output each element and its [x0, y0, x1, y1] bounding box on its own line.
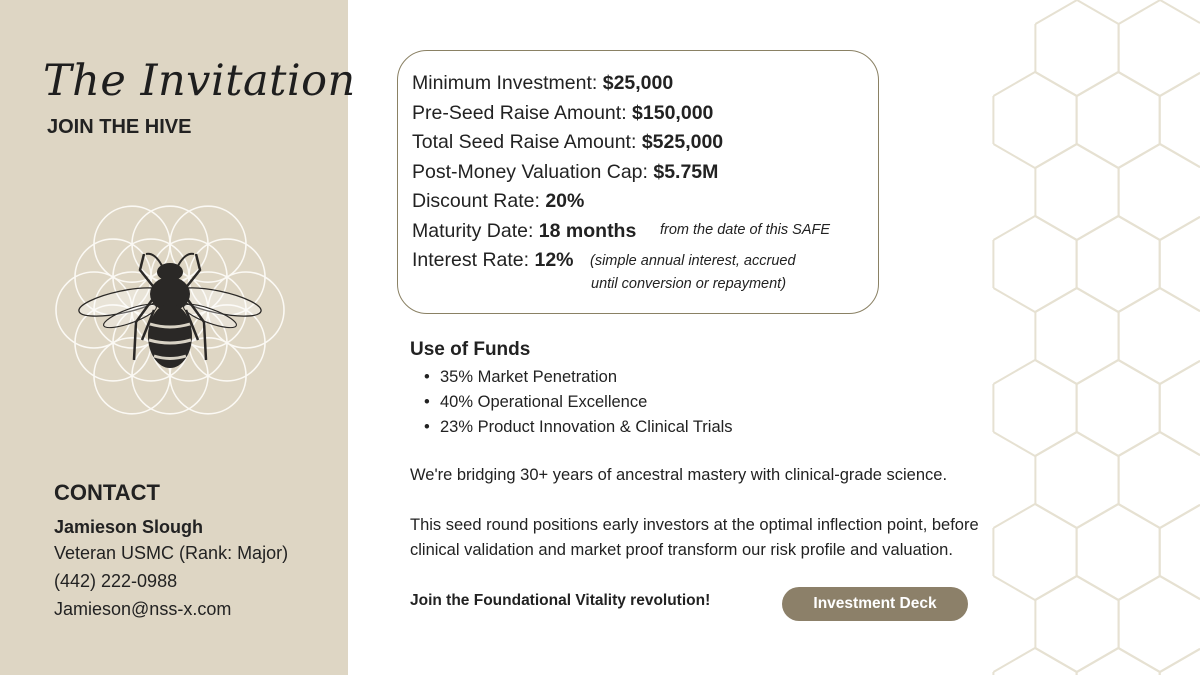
hexagon	[1077, 216, 1160, 312]
hexagon	[1119, 0, 1200, 96]
hexagon	[1160, 505, 1200, 600]
hexagon	[993, 648, 1076, 675]
paragraph-bridging: We're bridging 30+ years of ancestral mastery with clinical-grade science.	[410, 466, 948, 484]
use-of-funds-heading: Use of Funds	[410, 339, 531, 360]
term-valuation-cap: Post-Money Valuation Cap: $5.75M	[412, 161, 719, 183]
contact-phone[interactable]: (442) 222-0988	[54, 571, 178, 591]
hexagon	[1160, 217, 1200, 312]
hexagon	[1035, 0, 1118, 96]
list-item: • 23% Product Innovation & Clinical Trials	[426, 418, 733, 437]
term-minimum-investment: Minimum Investment: $25,000	[412, 72, 674, 94]
contact-email[interactable]: Jamieson@nss-x.com	[54, 599, 232, 619]
hexagon	[1077, 72, 1160, 168]
hexagon	[993, 72, 1076, 168]
hexagon	[1119, 432, 1200, 528]
hexagon	[1119, 288, 1200, 384]
investment-deck-button[interactable]: Investment Deck	[782, 587, 968, 621]
cta-text: Join the Foundational Vitality revolution!	[410, 592, 711, 609]
interest-note-2: until conversion or repayment)	[591, 276, 787, 292]
hexagon	[993, 360, 1076, 456]
hexagon	[993, 504, 1076, 600]
left-panel	[0, 0, 356, 675]
hexagon	[1035, 144, 1118, 240]
hexagon	[1160, 649, 1200, 675]
hexagon	[1119, 576, 1200, 672]
contact-heading: CONTACT	[54, 480, 160, 505]
list-item: • 35% Market Penetration	[426, 368, 617, 387]
term-pre-seed-raise: Pre-Seed Raise Amount: $150,000	[412, 102, 714, 124]
hexagon	[993, 216, 1076, 312]
paragraph-seed-round-2: clinical validation and market proof transform our risk profile and valuation.	[410, 541, 953, 559]
hexagon	[1035, 288, 1118, 384]
paragraph-seed-round-1: This seed round positions early investors at the optimal inflection point, before	[410, 516, 979, 534]
hexagon	[1160, 361, 1200, 456]
interest-note: (simple annual interest, accrued	[590, 253, 796, 269]
list-item: • 40% Operational Excellence	[426, 393, 647, 412]
term-discount-rate: Discount Rate: 20%	[412, 190, 585, 212]
subtitle: JOIN THE HIVE	[47, 116, 192, 138]
hexagon	[1119, 144, 1200, 240]
contact-name: Jamieson Slough	[54, 517, 204, 537]
hexagon	[1077, 648, 1160, 675]
hexagon	[1077, 360, 1160, 456]
bee-flower-of-life-illustration	[50, 190, 290, 430]
contact-rank: Veteran USMC (Rank: Major)	[54, 543, 289, 563]
maturity-note: from the date of this SAFE	[660, 222, 831, 238]
term-total-seed-raise: Total Seed Raise Amount: $525,000	[412, 131, 724, 153]
hexagon	[1035, 576, 1118, 672]
hexagon	[1160, 73, 1200, 168]
term-interest-rate: Interest Rate: 12%	[412, 249, 574, 271]
hexagon	[1077, 504, 1160, 600]
term-maturity-date: Maturity Date: 18 months	[412, 220, 637, 242]
hexagon	[1035, 432, 1118, 528]
page-title: The Invitation	[43, 56, 356, 106]
